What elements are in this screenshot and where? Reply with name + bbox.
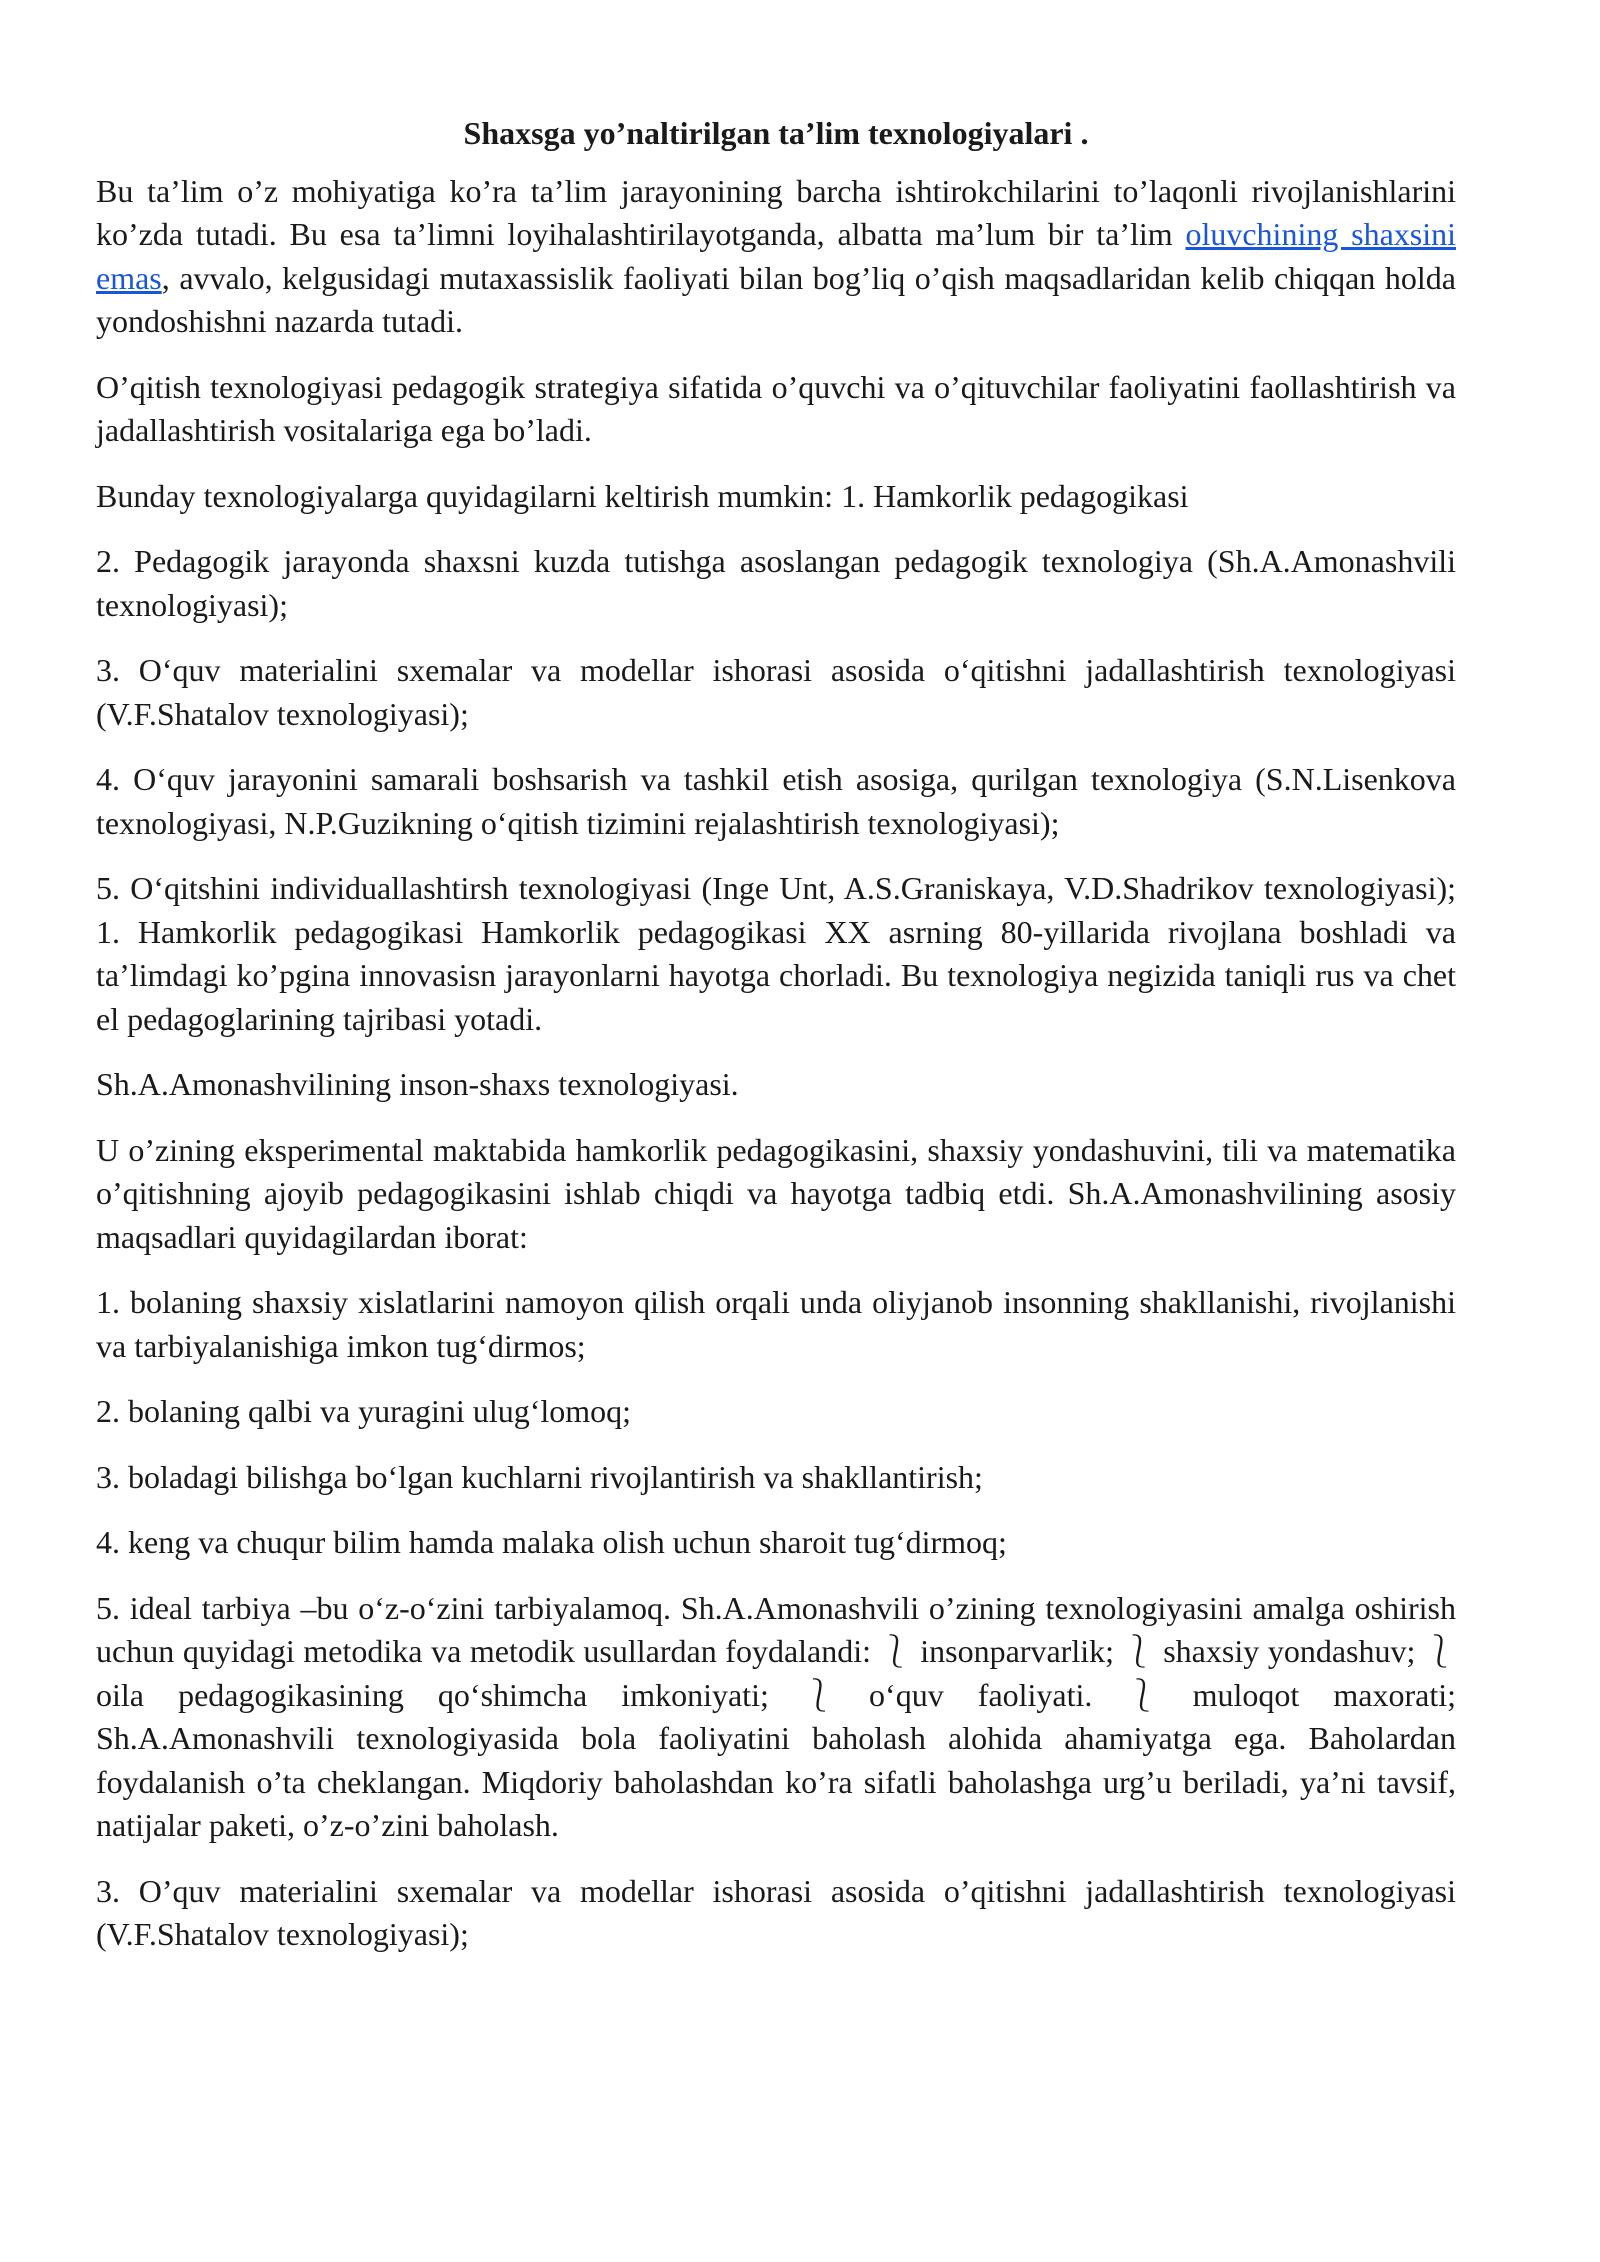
- paragraph-shatalov: 3. O’quv materialini sxemalar va modellar ishorasi asosida o’qitishni jadallashtirish texnologiyasi (V.F.Shatalov texnologiyasi);: [96, 1872, 1456, 1952]
- goal-item-5: 5. ideal tarbiya –bu o‘z-o‘zini tarbiyalamoq. Sh.A.Amonashvili o’zining texnologiyasini amalga oshirish uchun quyidagi metodika va metodik usullardan foydalandi: ⎱ insonparvarlik; ⎱ shaxsiy yondashuv; ⎱ oila pedagogikasining qo‘shimcha imkoniyati; ⎱ o‘quv faoliyati. ⎱ muloqot maxorati; Sh.A.Amonashvili texnologiyasida bola faoliyatini baholash alohida ahamiyatga ega. Baholardan foydalanish o’ta cheklangan. Miqdoriy baholashdan ko’ra sifatli baholashga urg’u beriladi, ya’ni tavsif, natijalar paketi, o’z-o’zini baholash.: [96, 1589, 1456, 1843]
- paragraph-technology-list-intro: Bunday texnologiyalarga quyidagilarni keltirish mumkin: 1. Hamkorlik pedagogikasi: [96, 477, 1189, 514]
- list-item-4: 4. O‘quv jarayonini samarali boshsarish va tashkil etish asosiga, qurilgan texnologiya (S.N.Lisenkova texnologiyasi, N.P.Guzikning o‘qitish tizimini rejalashtirish texnologiyasi);: [96, 761, 1456, 841]
- goal-item-2: 2. bolaning qalbi va yuragini ulug‘lomoq;: [96, 1393, 632, 1429]
- paragraph-intro-text-before: Bu ta’lim o’z mohiyatiga ko’ra ta’lim jarayonining barcha ishtirokchilarini to’laqonli rivojlanishlarini ko’zda tutadi. Bu esa ta’limni loyihalashtirilayotganda, albatta ma’lum bir ta’lim: [96, 172, 1456, 252]
- goal-item-1: 1. bolaning shaxsiy xislatlarini namoyon qilish orqali unda oliyjanob insonning shakllanishi, rivojlanishi va tarbiyalanishiga imkon tug‘dirmos;: [96, 1284, 1456, 1364]
- paragraph-intro-text-after: , avvalo, kelgusidagi mutaxassislik faoliyati bilan bog’liq o’qish maqsadlaridan kelib chiqqan holda yondoshishni nazarda tutadi.: [96, 259, 1456, 339]
- paragraph-intro: [96, 170, 1456, 344]
- hyperlink-oluvchining-shaxsini-emas[interactable]: oluvchining shaxsini emas: [96, 216, 1457, 296]
- list-item-3: 3. O‘quv materialini sxemalar va modellar ishorasi asosida o‘qitishni jadallashtirish texnologiyasi (V.F.Shatalov texnologiyasi);: [96, 652, 1456, 732]
- paragraph-amonashvili: U o’zining eksperimental maktabida hamkorlik pedagogikasini, shaxsiy yondashuvini, tili va matematika o’qitishning ajoyib pedagogikasini ishlab chiqdi va hayotga tadbiq etdi. Sh.A.Amonashvilining asosiy maqsadlari quyidagilardan iborat:: [96, 1131, 1456, 1255]
- list-item-2: 2. Pedagogik jarayonda shaxsni kuzda tutishga asoslangan pedagogik texnologiya (Sh.A.Amonashvili texnologiyasi);: [96, 543, 1456, 623]
- goal-item-4: 4. keng va chuqur bilim hamda malaka olish uchun sharoit tug‘dirmoq;: [96, 1524, 1007, 1560]
- list-item-5: 5. O‘qitshini individuallashtirsh texnologiyasi (Inge Unt, A.S.Graniskaya, V.D.Shadrikov texnologiyasi); 1. Hamkorlik pedagogikasi Hamkorlik pedagogikasi XX asrning 80-yillarida rivojlana boshladi va ta’limdagi ko’pgina innovasisn jarayonlarni hayotga chorladi. Bu texnologiya negizida taniqli rus va chet el pedagoglarining tajribasi yotadi.: [96, 870, 1456, 1037]
- goal-item-3: 3. boladagi bilishga bo‘lgan kuchlarni rivojlantirish va shakllantirish;: [96, 1458, 983, 1495]
- section-heading-amonashvili: Sh.A.Amonashvilining inson-shaxs texnologiyasi.: [96, 1066, 739, 1102]
- document-title: Shaxsga yo’naltirilgan ta’lim texnologiyalari .: [463, 115, 1089, 151]
- document-page: [96, 112, 1456, 1979]
- paragraph-strategy: O’qitish texnologiyasi pedagogik strategiya sifatida o’quvchi va o’qituvchilar faoliyatini faollashtirish va jadallashtirish vositalariga ega bo’ladi.: [96, 368, 1456, 448]
